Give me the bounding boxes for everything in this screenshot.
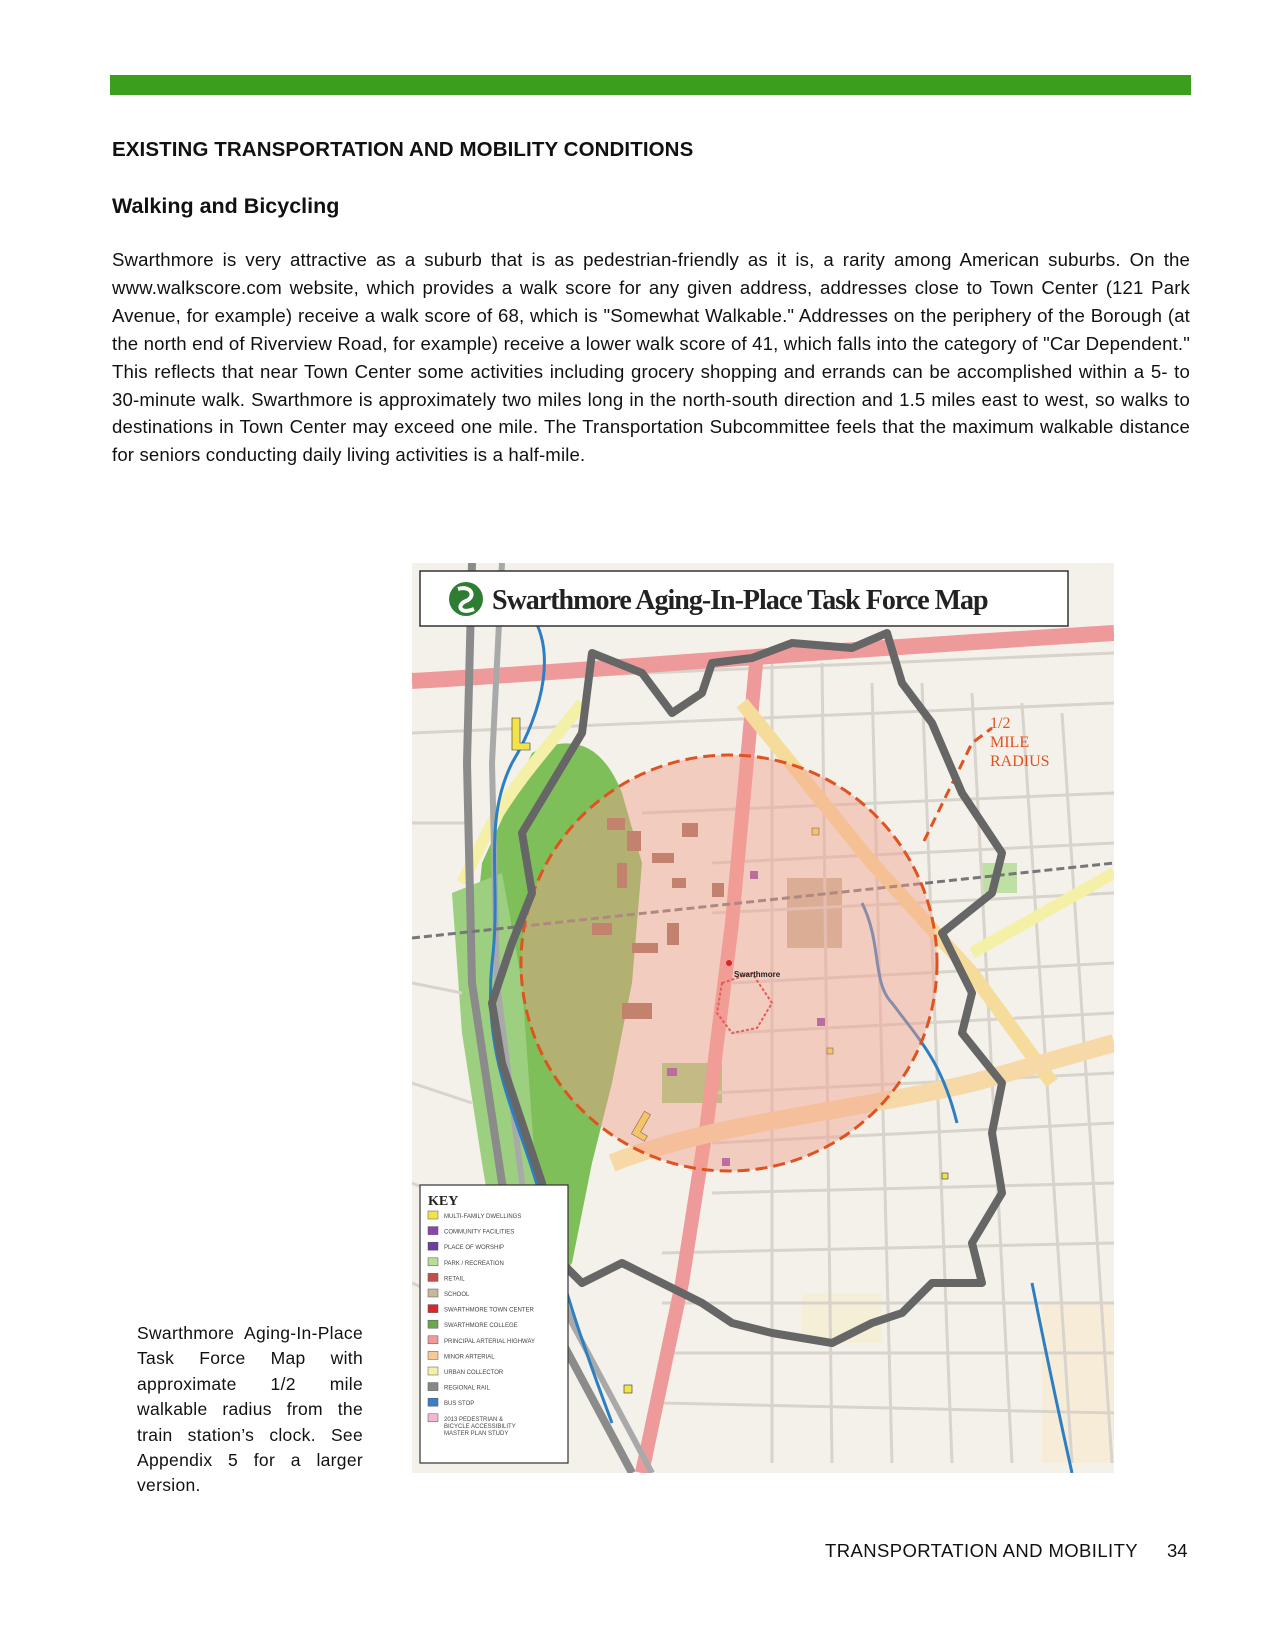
swarthmore-logo-icon xyxy=(449,582,483,616)
legend-label: COMMUNITY FACILITIES xyxy=(444,1229,515,1236)
radius-label-radius: RADIUS xyxy=(990,753,1050,770)
legend-swatch xyxy=(428,1336,438,1344)
legend-swatch xyxy=(428,1383,438,1391)
legend-label: MINOR ARTERIAL xyxy=(444,1354,495,1361)
legend-swatch xyxy=(428,1227,438,1235)
legend-label: URBAN COLLECTOR xyxy=(444,1370,504,1376)
legend-label: RETAIL xyxy=(444,1276,465,1283)
legend-title: KEY xyxy=(428,1194,459,1209)
legend-label: SCHOOL xyxy=(444,1292,470,1298)
legend-swatch xyxy=(428,1273,438,1281)
legend-swatch xyxy=(428,1211,438,1219)
legend-label: 2013 PEDESTRIAN & BICYCLE ACCESSIBILITY MASTER PLAN STUDY xyxy=(444,1416,516,1437)
radius-label-mile: MILE xyxy=(990,734,1030,751)
radius-label-fraction: 1/2 xyxy=(990,715,1011,732)
station-clock-marker xyxy=(726,960,732,966)
body-paragraph: Swarthmore is very attractive as a suburb that is as pedestrian-friendly as it is, a rarity among American suburbs. On the www.walkscore.com website, which provides a walk score for any given address, addresses close to Town Center (121 Park Avenue, for example) receive a walk score of 68, which is "Somewhat Walkable." Addresses on the periphery of the Borough (at the north end of Riverview Road, for example) receive a lower walk score of 41, which falls into the category of "Car Dependent." This reflects that near Town Center some activities including grocery shopping and errands can be accomplished within a 5- to 30-minute walk. Swarthmore is approximately two miles long in the north-south direction and 1.5 miles east to west, so walks to destinations in Town Center may exceed one mile. The Transportation Subcommittee feels that the maximum walkable distance for seniors conducting daily living activities is a half-mile. xyxy=(112,249,1190,466)
legend-label: SWARTHMORE COLLEGE xyxy=(444,1323,518,1330)
task-force-map xyxy=(412,563,1114,1473)
legend-label: SWARTHMORE TOWN CENTER xyxy=(444,1307,534,1314)
footer-section-title: TRANSPORTATION AND MOBILITY xyxy=(825,1540,1139,1561)
section-heading: EXISTING TRANSPORTATION AND MOBILITY CONDITIONS xyxy=(112,138,694,161)
legend-label: PLACE OF WORSHIP xyxy=(444,1245,505,1252)
legend-swatch xyxy=(428,1242,438,1250)
legend-swatch xyxy=(428,1351,438,1359)
legend-label: PARK / RECREATION xyxy=(444,1260,504,1267)
legend-label: MULTI-FAMILY DWELLINGS xyxy=(444,1214,522,1220)
map-legend xyxy=(420,1185,568,1463)
town-label: Swarthmore xyxy=(734,970,781,979)
legend-swatch xyxy=(428,1414,438,1422)
legend-label: REGIONAL RAIL xyxy=(444,1385,490,1392)
legend-swatch xyxy=(428,1320,438,1328)
map-caption: Swarthmore Aging-In-Place Task Force Map with approximate 1/2 mile walkable radius from the train station’s clock. See Appendix 5 for a larger version. xyxy=(137,1323,363,1496)
legend-swatch xyxy=(428,1258,438,1266)
map-title: Swarthmore Aging-In-Place Task Force Map xyxy=(492,585,988,616)
header-rule xyxy=(110,75,1191,95)
legend-swatch xyxy=(428,1289,438,1297)
legend-label: PRINCIPAL ARTERIAL HIGHWAY xyxy=(444,1338,536,1345)
subsection-heading: Walking and Bicycling xyxy=(112,194,340,218)
page-number: 34 xyxy=(1167,1540,1188,1561)
legend-label: BUS STOP xyxy=(444,1401,475,1408)
legend-swatch xyxy=(428,1305,438,1313)
legend-swatch xyxy=(428,1367,438,1375)
legend-swatch xyxy=(428,1398,438,1406)
